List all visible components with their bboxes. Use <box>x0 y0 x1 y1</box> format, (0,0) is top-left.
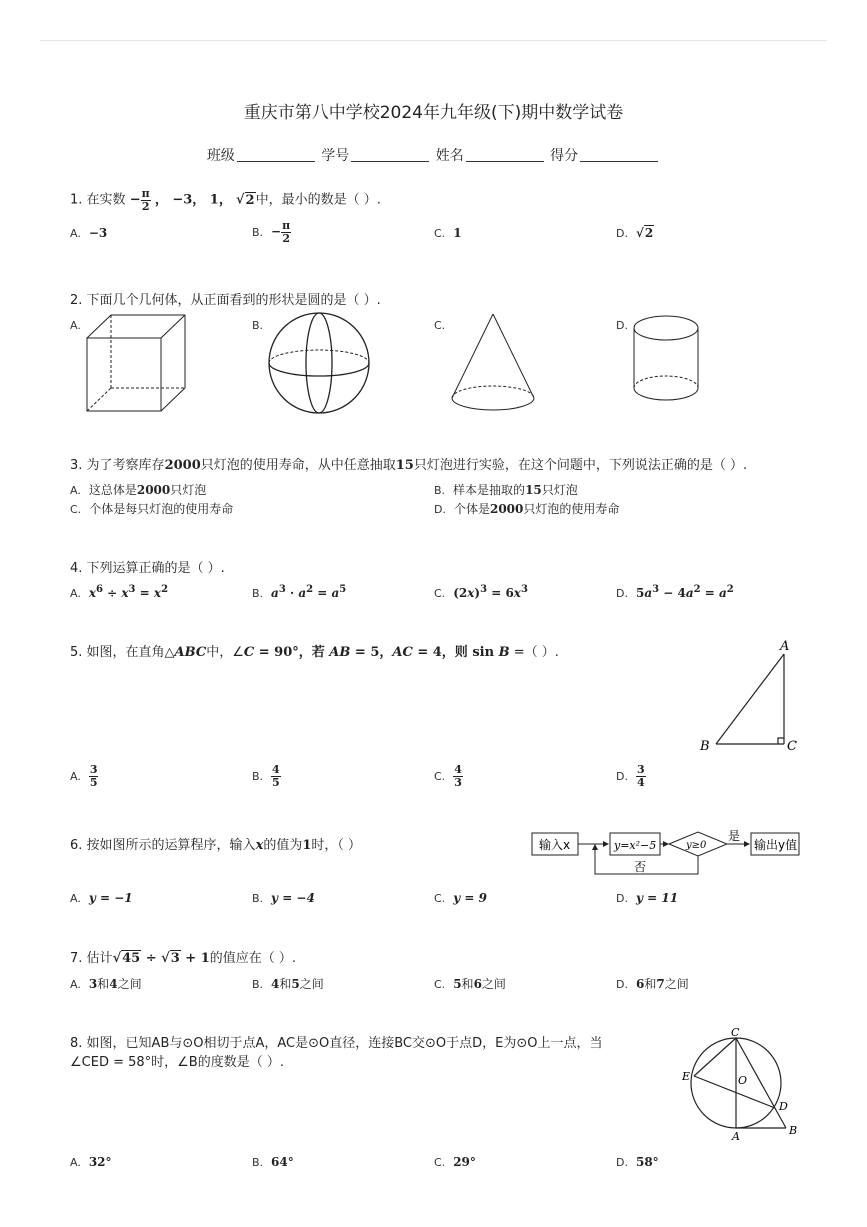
q3-option-b[interactable]: B. 样本是抽取的15只灯泡 <box>434 483 578 497</box>
question-text: 下列运算正确的是（ ）. <box>86 561 225 576</box>
question-text: = 5， <box>350 645 393 660</box>
q1-option-a[interactable]: A. −3 <box>70 226 108 240</box>
flow-operation-box: y=x²−5 <box>614 839 657 852</box>
point-c-label: C <box>731 1026 740 1039</box>
point-d-label: D <box>779 1100 788 1113</box>
question-text: 中，∠ <box>206 645 244 660</box>
number: 2000 <box>164 458 201 473</box>
q8-option-a[interactable]: A. 32° <box>70 1155 112 1169</box>
q6-option-a[interactable]: A. y = −1 <box>70 891 133 905</box>
question-number: 3. <box>70 458 83 473</box>
question-text: 下面几个几何体，从正面看到的形状是圆的是（ ）. <box>86 293 381 308</box>
question-4 <box>70 557 225 576</box>
q7-option-c[interactable]: C. 5和6之间 <box>434 977 506 991</box>
question-text: 在实数 <box>86 192 126 208</box>
cube-figure <box>84 312 190 414</box>
question-number: 5. <box>70 645 83 660</box>
q7-option-d[interactable]: D. 6和7之间 <box>616 977 689 991</box>
question-text: 按如图所示的运算程序，输入 <box>86 838 256 853</box>
flow-condition: y≥0 <box>686 840 707 851</box>
q5-option-b[interactable]: B. $\frac{4}{5}$ <box>252 763 280 789</box>
name-label: 姓名 <box>435 148 464 164</box>
q6-option-b[interactable]: B. y = −4 <box>252 891 315 905</box>
cylinder-figure <box>630 312 702 406</box>
vertex-c-label: C <box>787 739 797 754</box>
question-number: 4. <box>70 561 83 576</box>
flow-input-box: 输入x <box>539 838 571 852</box>
question-3 <box>70 454 747 473</box>
class-blank[interactable] <box>237 147 315 162</box>
q2-option-a[interactable]: A. <box>70 319 81 332</box>
question-text: 只灯泡进行实验，在这个问题中，下列说法正确的是（ ）. <box>413 458 748 473</box>
question-6: 6. 按如图所示的运算程序，输入x的值为1时，（ ） <box>70 838 362 853</box>
q6-option-c[interactable]: C. y = 9 <box>434 891 487 905</box>
right-triangle-figure <box>696 636 802 756</box>
question-text: 的值应在（ ）. <box>209 951 297 966</box>
q1-option-d[interactable]: D. √2 <box>616 226 654 240</box>
name-blank[interactable] <box>466 147 544 162</box>
q3-option-d[interactable]: D. 个体是2000只灯泡的使用寿命 <box>434 502 620 516</box>
sqrt-expression: √45 ÷ √3 + 1 <box>112 951 210 966</box>
question-text: =（ ）. <box>509 645 559 660</box>
question-7 <box>70 947 296 966</box>
question-number: 7. <box>70 951 83 966</box>
flow-no-label: 否 <box>634 860 647 874</box>
question-text: 如图，已知AB与⊙O相切于点A，AC是⊙O直径，连接BC交⊙O于点D，E为⊙O上一点，当 <box>86 1036 603 1051</box>
flow-output-box: 输出y值 <box>754 838 798 852</box>
minus-sign: − <box>129 192 141 208</box>
q4-option-a[interactable]: A. $x^6 \div x^3 = x^2$ <box>70 584 169 600</box>
q1-option-c[interactable]: C. 1 <box>434 226 462 240</box>
fraction: $\frac{\pi}{2}$ <box>141 187 150 213</box>
flow-yes-label: 是 <box>728 829 741 843</box>
question-text: 为了考察库存 <box>86 458 165 473</box>
question-text: 如图，在直角△ <box>86 645 175 660</box>
point-o-label: O <box>738 1074 748 1087</box>
number: 1 <box>302 838 312 853</box>
point-b-label: B <box>789 1124 798 1137</box>
number-label: 学号 <box>321 148 350 164</box>
student-info-row <box>0 145 867 165</box>
q3-option-c[interactable]: C. 个体是每只灯泡的使用寿命 <box>70 502 234 516</box>
question-text: 的值为 <box>263 838 303 853</box>
point-e-label: E <box>682 1070 691 1083</box>
header-divider <box>40 40 827 41</box>
q2-option-c[interactable]: C. <box>434 319 446 332</box>
question-number: 6. <box>70 838 83 853</box>
question-text: = 90°，若 <box>254 645 330 660</box>
q4-option-d[interactable]: D. $5a^3 - 4a^2 = a^2$ <box>616 584 734 600</box>
vertex-b-label: B <box>700 739 710 754</box>
q1-option-b[interactable]: B. − $\frac{\pi}{2}$ <box>252 219 291 245</box>
question-8-line-2 <box>70 1051 284 1070</box>
point-a-label: A <box>732 1130 740 1143</box>
question-number: 2. <box>70 293 83 308</box>
question-5: 5. 如图，在直角△ABC中，∠C = 90°，若 AB = 5，AC = 4，则 sin B =（ ）. <box>70 645 559 660</box>
class-label: 班级 <box>206 148 235 164</box>
question-text: ， −3， 1， <box>154 192 232 208</box>
question-number: 1. <box>70 192 83 208</box>
q7-option-b[interactable]: B. 4和5之间 <box>252 977 324 991</box>
flowchart-figure <box>528 826 804 880</box>
question-1 <box>70 188 381 212</box>
q6-option-d[interactable]: D. y = 11 <box>616 891 679 905</box>
question-number: 8. <box>70 1036 83 1051</box>
question-2 <box>70 289 381 308</box>
q5-option-c[interactable]: C. $\frac{4}{3}$ <box>434 763 462 789</box>
question-text: 中，最小的数是（ ）. <box>255 192 381 208</box>
question-text: 只灯泡的使用寿命，从中任意抽取 <box>200 458 396 473</box>
q4-option-c[interactable]: C. $(2x)^3 = 6x^3$ <box>434 584 528 600</box>
q5-option-d[interactable]: D. $\frac{3}{4}$ <box>616 763 645 789</box>
question-text: = 4，则 sin <box>412 645 499 660</box>
q5-option-a[interactable]: A. $\frac{3}{5}$ <box>70 763 98 789</box>
question-8 <box>70 1032 603 1051</box>
question-text: ∠CED = 58°时，∠B的度数是（ ）. <box>70 1055 284 1070</box>
question-text: 估计 <box>86 951 113 966</box>
page-title: 重庆市第八中学校2024年九年级(下)期中数学试卷 <box>243 103 624 123</box>
q8-option-c[interactable]: C. 29° <box>434 1155 476 1169</box>
sqrt-expression: √2 <box>236 192 255 208</box>
vertex-a-label: A <box>780 639 790 654</box>
question-text: 时，（ ） <box>311 838 362 853</box>
q2-option-b[interactable]: B. <box>252 319 264 332</box>
q3-option-a[interactable]: A. 这总体是2000只灯泡 <box>70 483 207 497</box>
q8-option-d[interactable]: D. 58° <box>616 1155 659 1169</box>
score-label: 得分 <box>550 148 579 164</box>
sphere-figure <box>266 310 372 416</box>
number-blank[interactable] <box>351 147 429 162</box>
cone-figure <box>448 310 538 414</box>
q2-option-d[interactable]: D. <box>616 319 628 332</box>
number: 15 <box>395 458 414 473</box>
q4-option-b[interactable]: B. $a^3 \cdot a^2 = a^5$ <box>252 584 347 600</box>
score-blank[interactable] <box>580 147 658 162</box>
circle-tangent-figure <box>678 1024 802 1144</box>
q8-option-b[interactable]: B. 64° <box>252 1155 294 1169</box>
q7-option-a[interactable]: A. 3和4之间 <box>70 977 142 991</box>
